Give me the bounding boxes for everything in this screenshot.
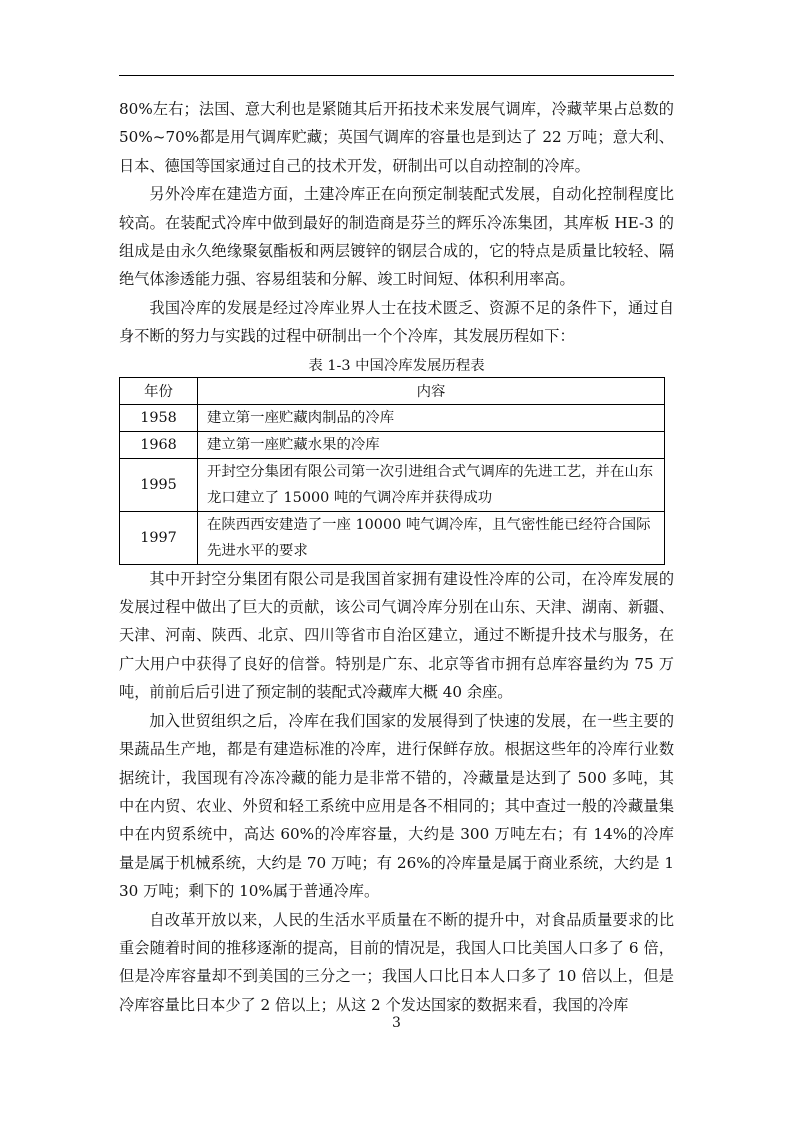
header-year: 年份 [120,377,198,404]
page-number: 3 [392,1015,401,1031]
table-row [120,458,665,511]
development-history-table [119,377,665,565]
table-row [120,511,665,564]
paragraph-prefab-cold-storage: 另外冷库在建造方面，土建冷库正在向预定制装配式发展，自动化控制程度比较高。在装配式冷库中做到最好的制造商是芬兰的辉乐冷冻集团，其库板 HE-3 的组成是由永久绝缘聚氨酯板和两层镀锌的钢层合成的，它的特点是质量比较轻、隔绝气体渗透能力强、容易组装和分解、竣工时间短、体积利用率高。 [119,185,674,289]
year-cell: 1997 [120,511,198,564]
table-row [120,431,665,458]
year-cell: 1995 [120,458,198,511]
paragraph-kaifeng-company: 其中开封空分集团有限公司是我国首家拥有建设性冷库的公司，在冷库发展的发展过程中做出了巨大的贡献，该公司气调冷库分别在山东、天津、湖南、新疆、天津、河南、陕西、北京、四川等省市自治区建立，通过不断提升技术与服务，在广大用户中获得了良好的信誉。特别是广东、北京等省市拥有总库容量约为 75 万吨，前前后后引进了预定制的装配式冷藏库大概 40 余座。 [119,569,674,702]
year-cell: 1968 [120,431,198,458]
content-cell: 在陕西西安建造了一座 10000 吨气调冷库，且气密性能已经符合国际先进水平的要求 [198,511,665,564]
table-header-row [120,377,665,404]
content-cell: 建立第一座贮藏肉制品的冷库 [198,404,665,431]
paragraph-china-development-intro: 我国冷库的发展是经过冷库业界人士在技术匮乏、资源不足的条件下，通过自身不断的努力与实践的过程中研制出一个个冷库，其发展历程如下： [119,298,674,346]
page-body [119,95,674,1019]
content-cell: 建立第一座贮藏水果的冷库 [198,431,665,458]
year-cell: 1958 [120,404,198,431]
table-row [120,404,665,431]
content-cell: 开封空分集团有限公司第一次引进组合式气调库的先进工艺，并在山东龙口建立了 15000 吨的气调冷库并获得成功 [198,458,665,511]
header-content: 内容 [198,377,665,404]
header-rule [119,75,674,76]
paragraph-reform-opening: 自改革开放以来，人民的生活水平质量在不断的提升中，对食品质量要求的比重会随着时间的推移逐渐的提高，目前的情况是，我国人口比美国人口多了 6 倍，但是冷库容量却不到美国的三分之一；我国人口比日本人口多了 10 倍以上，但是冷库容量比日本少了 2 倍以上；从这 2 个发达国家的数据来看，我国的冷库 [119,910,674,1014]
paragraph-wto-development: 加入世贸组织之后，冷库在我们国家的发展得到了快速的发展，在一些主要的果蔬品生产地，都是有建造标准的冷库，进行保鲜存放。根据这些年的冷库行业数据统计，我国现有冷冻冷藏的能力是非常不错的，冷藏量是达到了 500 多吨，其中在内贸、农业、外贸和轻工系统中应用是各不相同的；其中查过一般的冷藏量集中在内贸系统中，高达 60%的冷库容量，大约是 300 万吨左右；有 14%的冷库量是属于机械系统，大约是 70 万吨；有 26%的冷库量是属于商业系统，大约是 130 万吨；剩下的 10%属于普通冷库。 [119,711,674,901]
paragraph-continued: 80%左右；法国、意大利也是紧随其后开拓技术来发展气调库，冷藏苹果占总数的 50%~70%都是用气调库贮藏；英国气调库的容量也是到达了 22 万吨；意大利、日本、德国等国家通过自己的技术开发，研制出可以自动控制的冷库。 [119,100,674,175]
table-caption: 表 1-3 中国冷库发展历程表 [308,357,485,374]
